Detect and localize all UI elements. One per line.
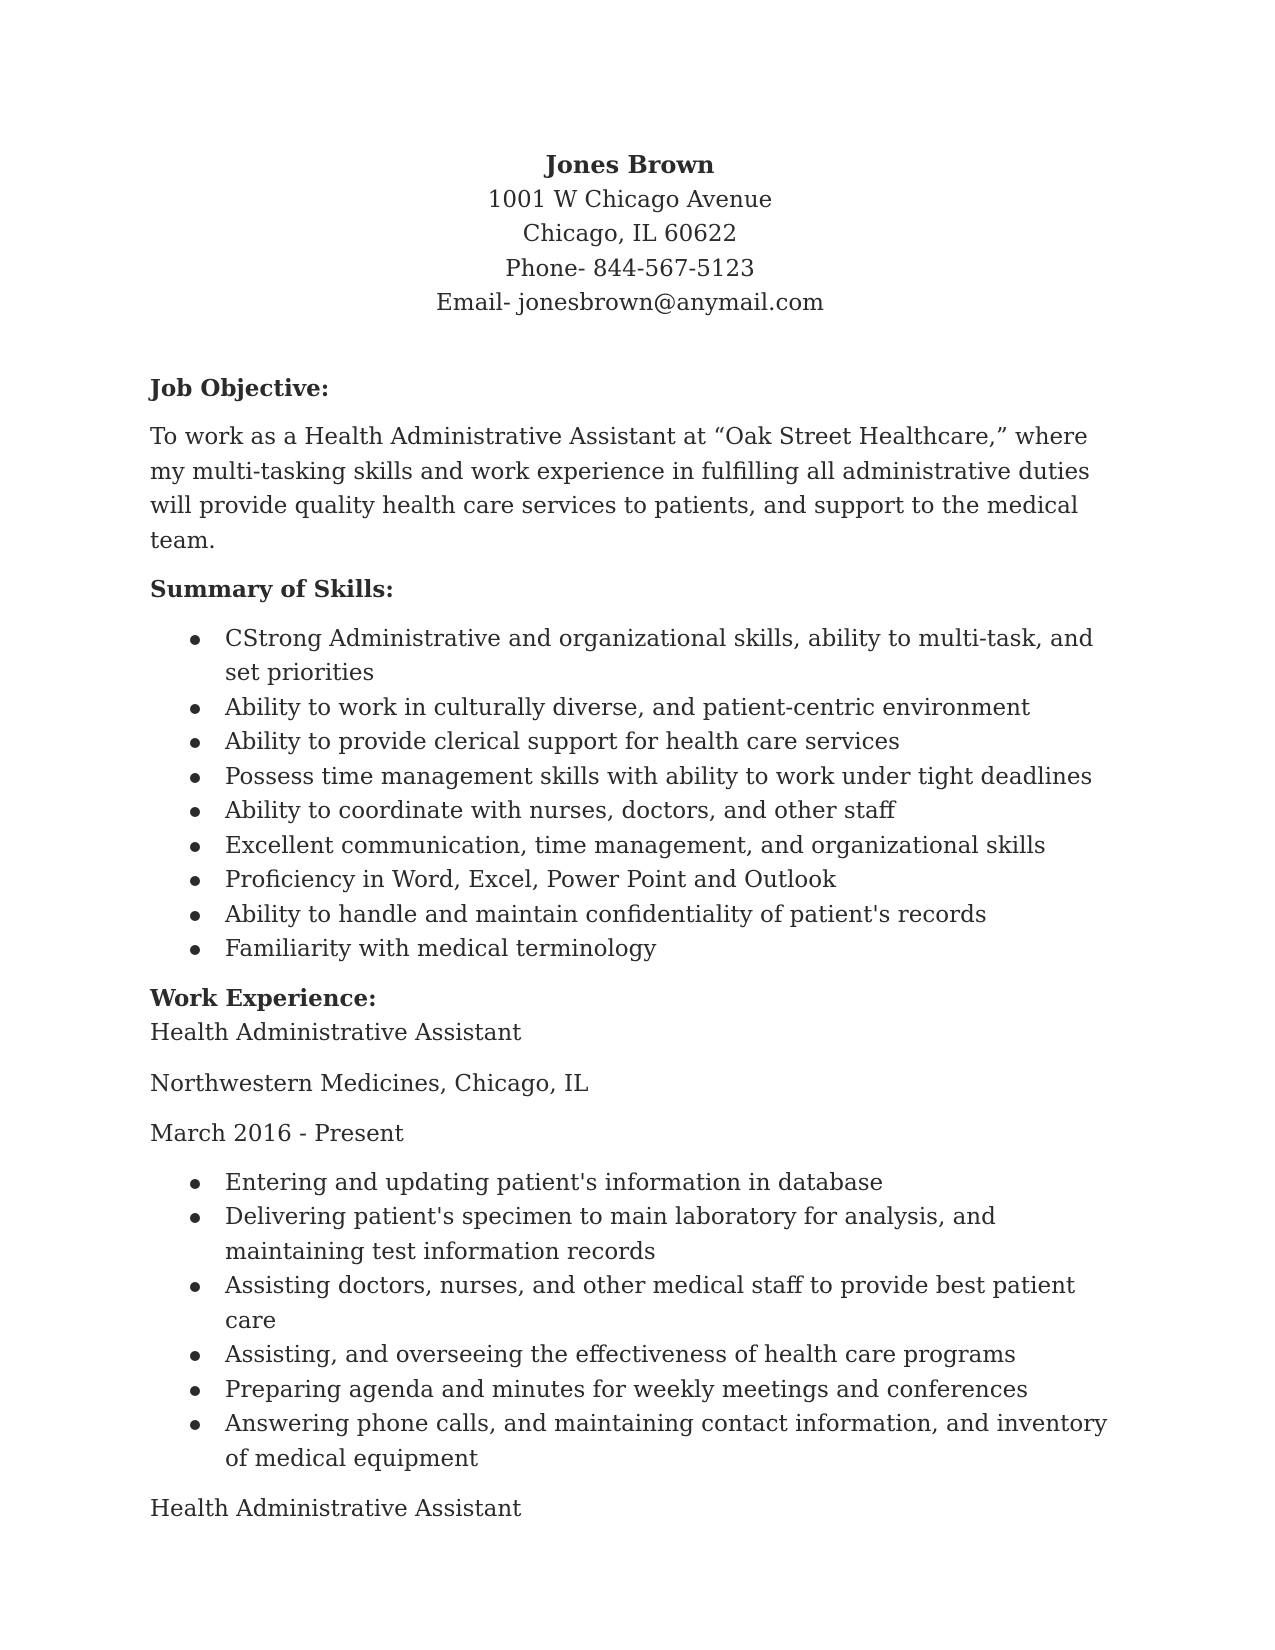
- bullet-icon: [190, 911, 200, 921]
- list-item: [150, 1373, 1110, 1408]
- email-line: Email- jonesbrown@anymail.com: [436, 290, 824, 316]
- skill-text: Proficiency in Word, Excel, Power Point and Outlook: [225, 867, 837, 893]
- list-item: [150, 622, 1110, 691]
- contact-header: [150, 148, 1110, 321]
- duty-text: Delivering patient's specimen to main laboratory for analysis, and maintaining test information records: [225, 1204, 996, 1265]
- skill-text: Ability to coordinate with nurses, doctors, and other staff: [225, 798, 895, 824]
- skill-text: Excellent communication, time management, and organizational skills: [225, 832, 1046, 859]
- objective-text: To work as a Health Administrative Assistant at “Oak Street Healthcare,” where my multi-tasking skills and work experience in fulfilling all administrative duties will provide quality health care services to patients, and support to the medical team.: [150, 424, 1090, 554]
- list-item: [150, 932, 1110, 967]
- skill-text: Ability to provide clerical support for health care services: [225, 729, 900, 755]
- list-item: [150, 760, 1110, 795]
- duty-text: Entering and updating patient's information in database: [225, 1169, 884, 1196]
- objective-heading: Job Objective:: [150, 374, 330, 402]
- duty-text: Answering phone calls, and maintaining contact information, and inventory of medical equipment: [225, 1411, 1108, 1472]
- skill-text: Ability to handle and maintain confidentiality of patient's records: [225, 901, 987, 928]
- skill-text: Ability to work in culturally diverse, and patient-centric environment: [225, 694, 1031, 721]
- bullet-icon: [190, 1179, 200, 1189]
- candidate-name: Jones Brown: [545, 150, 715, 179]
- skill-text: Familiarity with medical terminology: [225, 936, 657, 962]
- list-item: [150, 1338, 1110, 1373]
- job-company: Northwestern Medicines, Chicago, IL: [150, 1070, 589, 1097]
- bullet-icon: [190, 773, 200, 783]
- list-item: [150, 1269, 1110, 1338]
- job-role: Health Administrative Assistant: [150, 1496, 522, 1522]
- duty-text: Preparing agenda and minutes for weekly meetings and conferences: [225, 1376, 1029, 1403]
- duty-text: Assisting, and overseeing the effectiveness of health care programs: [225, 1342, 1016, 1368]
- list-item: [150, 1407, 1110, 1476]
- bullet-icon: [190, 1351, 200, 1361]
- bullet-icon: [190, 876, 200, 886]
- job-role: Health Administrative Assistant: [150, 1020, 522, 1046]
- resume-content: [150, 148, 1110, 1527]
- list-item: [150, 1166, 1110, 1201]
- address-line-2: Chicago, IL 60622: [522, 221, 738, 247]
- list-item: [150, 829, 1110, 864]
- job-dates: March 2016 - Present: [150, 1121, 404, 1147]
- phone-line: Phone- 844-567-5123: [505, 255, 755, 282]
- bullet-icon: [190, 635, 200, 645]
- bullet-icon: [190, 842, 200, 852]
- skill-text: CStrong Administrative and organizational skills, ability to multi-task, and set priorities: [225, 625, 1094, 686]
- bullet-icon: [190, 738, 200, 748]
- job-duties-list: [150, 1166, 1110, 1477]
- list-item: [150, 691, 1110, 726]
- bullet-icon: [190, 704, 200, 714]
- skills-heading: Summary of Skills:: [150, 576, 394, 603]
- list-item: [150, 725, 1110, 760]
- address-line-1: 1001 W Chicago Avenue: [487, 186, 773, 213]
- list-item: [150, 863, 1110, 898]
- bullet-icon: [190, 1282, 200, 1292]
- list-item: [150, 898, 1110, 933]
- bullet-icon: [190, 1386, 200, 1396]
- list-item: [150, 794, 1110, 829]
- skills-list: [150, 622, 1110, 967]
- duty-text: Assisting doctors, nurses, and other medical staff to provide best patient care: [225, 1273, 1076, 1334]
- bullet-icon: [190, 1420, 200, 1430]
- bullet-icon: [190, 807, 200, 817]
- work-experience-heading: Work Experience:: [150, 984, 377, 1012]
- bullet-icon: [190, 945, 200, 955]
- list-item: [150, 1200, 1110, 1269]
- skill-text: Possess time management skills with ability to work under tight deadlines: [225, 763, 1093, 790]
- bullet-icon: [190, 1213, 200, 1223]
